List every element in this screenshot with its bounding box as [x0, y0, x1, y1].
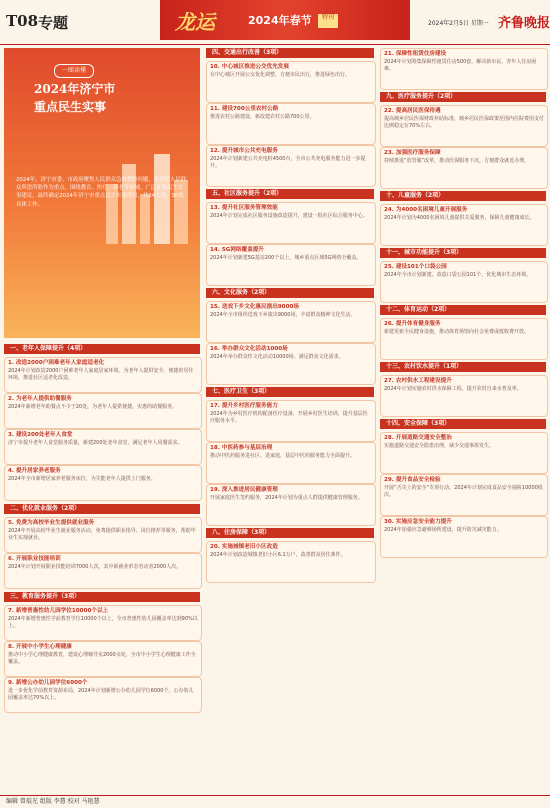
section-heading: 三、教育服务提升（3项） [4, 592, 200, 602]
project-item [380, 375, 548, 417]
project-description: 2024年举办群众性文化活动10000场，满足群众文化需求。 [210, 353, 344, 360]
project-title: 2. 为老年人提供助餐服务 [8, 396, 72, 402]
project-item [4, 605, 202, 641]
cover-title-line1: 2024年济宁市 [34, 82, 116, 96]
issue-date: 2024年2月5日 星期一 [428, 20, 489, 27]
project-item [206, 400, 376, 442]
section-title: 专题 [38, 14, 69, 32]
project-item [4, 677, 202, 713]
project-item [380, 48, 548, 90]
project-title: 22. 提高居民医保待遇 [384, 108, 441, 114]
project-description: 2024年为乡村医疗机构配备医疗设备，开展乡村医生培训，提升基层医疗服务水平。 [210, 410, 368, 424]
project-title: 1. 改造2000户困难老年人家庭适老化 [8, 360, 105, 366]
project-description: 在中心城区开展公交优化调整，方便市民出行，推进绿色出行。 [210, 71, 351, 78]
project-description: 开展“舌尖上的安全”专项行动，2024年计划完成食品安全抽检10000批次。 [384, 484, 543, 498]
project-title: 19. 深入推进居民健康管理 [210, 487, 278, 493]
banner-tag: 特刊 [318, 14, 338, 28]
project-title: 18. 中医药参与基层治理 [210, 445, 273, 451]
section-heading: 六、文化服务（2项） [206, 288, 374, 298]
project-description: 推动中医药服务进社区、进家庭，基层中医药服务能力全面提升。 [210, 452, 356, 459]
project-item [380, 516, 548, 558]
project-description: 2024年计划筹集保障性租赁住房500套，解决新市民、青年人住房困难。 [384, 58, 537, 72]
project-description: 2024年加强应急避难场所建设，提升防灾减灾能力。 [384, 526, 502, 533]
project-item [380, 204, 548, 246]
page-header [0, 0, 550, 45]
project-description: 持续推进“放管服”改革，推动医保服务下沉，方便群众就近办理。 [384, 157, 530, 164]
project-item [4, 641, 202, 677]
project-description: 2024年新增普惠性学前教育学位10000个以上，全市普惠性幼儿园覆盖率达到90%以上。 [8, 615, 198, 629]
project-title: 5. 免费为高校毕业生提供就业服务 [8, 520, 95, 526]
project-description: 2024年计划新建5G基站200个以上，城乡重点区域5G网络全覆盖。 [210, 254, 362, 261]
section-heading: 十三、农村饮水提升（1项） [380, 362, 546, 372]
paper-logo: 齐鲁晚报 [498, 16, 550, 31]
project-title: 25. 建设101个口袋公园 [384, 264, 447, 270]
middle-column [206, 48, 374, 793]
project-item [206, 301, 376, 343]
page-footer: 编辑 曾琨光 组版 李慧 校对 马艳慧 [0, 795, 550, 808]
project-description: 2024年计划开展职业技能培训7000人次，其中新就业形态劳动者2000人次。 [8, 563, 182, 570]
project-description: 开展家庭医生签约服务，2024年计划为重点人群提供健康管理服务。 [210, 494, 363, 501]
section-heading: 七、医疗卫生（3项） [206, 387, 374, 397]
project-description: 2024年计划改造2000户困难老年人家庭居家环境，为老年人提供安全、便捷的居住环境，推进社区适老化改造。 [8, 367, 194, 381]
project-title: 7. 新增普惠性幼儿园学位10000个以上 [8, 608, 109, 614]
project-item [206, 244, 376, 286]
left-column [4, 48, 200, 793]
cover-graphic [4, 48, 200, 338]
project-title: 8. 开展中小学生心理健康 [8, 644, 72, 650]
project-title: 29. 提升食品安全检验 [384, 477, 441, 483]
project-title: 26. 提升体育健身服务 [384, 321, 441, 327]
project-description: 进一步优化学前教育资源布局，2024年计划新增公办幼儿园学位6000个，公办幼儿园覆盖率达70%以上。 [8, 687, 194, 701]
section-heading: 九、医疗服务提升（2项） [380, 92, 546, 102]
project-item [206, 103, 376, 145]
project-item [380, 147, 548, 189]
project-title: 20. 实施城镇老旧小区改造 [210, 544, 278, 550]
project-title: 14. 5G网络覆盖提升 [210, 247, 264, 253]
banner-subtitle: 2024年春节 [248, 14, 312, 27]
project-item [380, 105, 548, 147]
project-description: 提高城乡居民医保财政补助标准，城乡居民医保政策范围内住院费用支付比例稳定在70%左右。 [384, 115, 545, 129]
project-item [380, 261, 548, 303]
banner-title: 龙运 [175, 10, 215, 34]
project-description: 新建更新全民健身设施，推动体育场馆向社会免费或低收费开放。 [384, 328, 530, 335]
project-description: 实施道路交通安全隐患治理，减少交通事故发生。 [384, 442, 495, 449]
project-description: 2024年新增老年助餐点不少于20处，为老年人提供便捷、实惠的助餐服务。 [8, 403, 178, 410]
project-title: 3. 建设200处老年人食堂 [8, 432, 73, 438]
section-heading: 十一、城市功能提升（3项） [380, 248, 546, 258]
project-title: 11. 建设700公里农村公路 [210, 106, 279, 112]
project-description: 2024年计划为4000名困境儿童提供关爱服务，保障儿童健康成长。 [384, 214, 535, 221]
project-item [4, 517, 202, 553]
project-item [380, 474, 548, 516]
section-heading: 五、社区服务提升（2项） [206, 189, 374, 199]
project-description: 2024年计划改造城镇老旧小区6.1万户，改善群众居住条件。 [210, 551, 346, 558]
project-title: 13. 提升社区服务管理效能 [210, 205, 278, 211]
project-description: 2024年全市组织送戏下乡演出9000场，丰富群众精神文化生活。 [210, 311, 356, 318]
project-item [206, 61, 376, 103]
section-heading: 十二、体育运动（2项） [380, 305, 546, 315]
cover-lead: 2024年，济宁市委、市政府聚焦人民群众急难愁盼问题，坚持把人民群众所思所盼作为重点，围绕教育、医疗、养老等领域，广泛征集民生实事建议，最终确定2024年济宁市重点民生实事项目，共14大类、30项具体工作。 [16, 177, 187, 208]
project-title: 4. 提升居家养老服务 [8, 468, 61, 474]
project-title: 28. 开展道路交通安全整治 [384, 435, 452, 441]
project-item [4, 393, 202, 429]
right-column [380, 48, 546, 793]
project-item [206, 145, 376, 187]
project-title: 24. 为4000名困境儿童开展服务 [384, 207, 468, 213]
page-number: T08 [6, 12, 39, 30]
project-description: 2024年计划实施农村供水保障工程，提升农村自来水普及率。 [384, 385, 522, 392]
section-heading: 十、儿童服务（2项） [380, 191, 546, 201]
project-item [206, 202, 376, 244]
project-item [4, 429, 202, 465]
project-item [380, 318, 548, 360]
project-item [4, 465, 202, 501]
project-item [206, 343, 376, 385]
project-title: 16. 举办群众文化活动1000场 [210, 346, 288, 352]
project-description: 2024年开展高校毕业生就业服务活动，免费提供职业指导、岗位推荐等服务，帮助毕业生实现就业。 [8, 527, 196, 541]
project-item [206, 442, 376, 484]
project-description: 推动中小学心理健康教育，建设心理辅导室2000余处，全市中小学生心理健康工作全覆盖。 [8, 651, 196, 665]
project-title: 17. 提升乡村医疗服务能力 [210, 403, 278, 409]
project-title: 6. 开展职业技能培训 [8, 556, 61, 562]
section-heading: 十四、安全保障（3项） [380, 419, 546, 429]
project-title: 15. 送戏下乡文化惠民演出9000场 [210, 304, 299, 310]
project-title: 30. 实施应急安全能力提升 [384, 519, 452, 525]
project-title: 23. 加强医疗服务保障 [384, 150, 441, 156]
project-item [380, 432, 548, 474]
project-title: 21. 保障性租赁住房建设 [384, 51, 447, 57]
project-title: 9. 新增公办幼儿园学位6000个 [8, 680, 88, 686]
project-description: 济宁市提升老年人食堂服务质量，新建200处老年食堂，满足老年人用餐需求。 [8, 439, 183, 446]
section-heading: 二、优化就业服务（2项） [4, 504, 200, 514]
project-item [4, 553, 202, 589]
project-description: 2024年全市新增居家养老服务床位，为失能老年人提供上门服务。 [8, 475, 156, 482]
project-title: 12. 提升城市公共充电服务 [210, 148, 278, 154]
section-heading: 一、老年人保障提升（4项） [4, 344, 200, 354]
section-heading: 四、交通出行改善（3项） [206, 48, 374, 58]
project-description: 推进农村公路建设，新改建农村公路700公里。 [210, 113, 315, 120]
section-heading: 八、住房保障（3项） [206, 528, 374, 538]
project-title: 10. 中心城区推进公交优先发展 [210, 64, 289, 70]
project-item [206, 541, 376, 583]
project-description: 2024年计划新建公共充电桩4500台，全市公共充电服务能力进一步提升。 [210, 155, 366, 169]
project-item [206, 484, 376, 526]
project-item [4, 357, 202, 393]
project-title: 27. 农村供水工程建设提升 [384, 378, 452, 384]
cover-badge: 一图读懂 [54, 64, 94, 78]
project-description: 2024年全市计划新建、改造口袋公园101个，优化城市生态环境。 [384, 271, 532, 278]
project-description: 2024年计划完成社区服务设施改造提升，建设一批社区综合服务中心。 [210, 212, 368, 219]
cover-title-line2: 重点民生实事 [34, 100, 107, 114]
